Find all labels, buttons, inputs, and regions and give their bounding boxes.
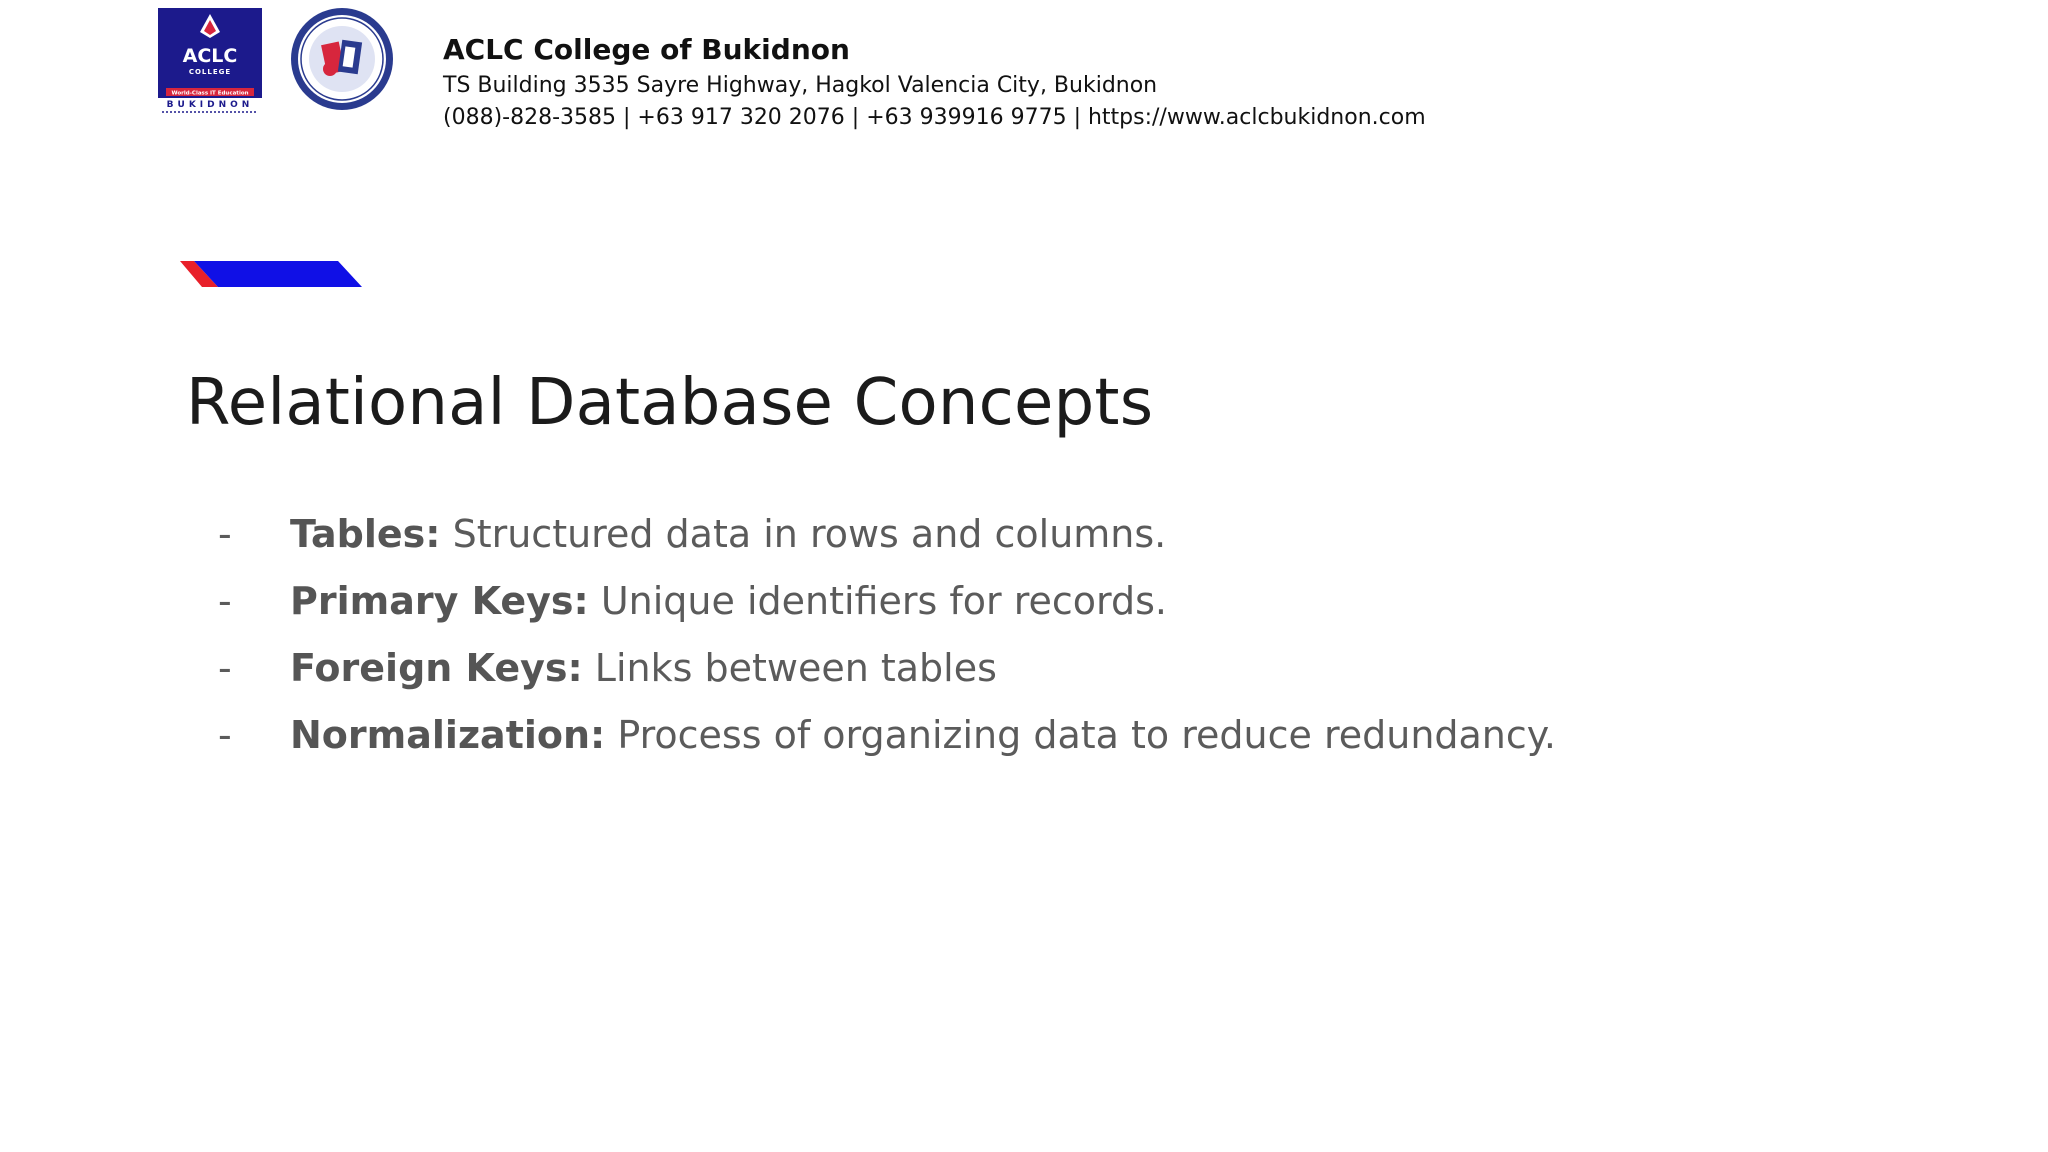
svg-text:ACLC: ACLC [182,45,238,67]
svg-text:BUKIDNON: BUKIDNON [166,100,254,110]
bullet-term: Tables: [290,512,441,556]
bullet-term: Foreign Keys: [290,646,583,690]
bullet-description: Links between tables [594,646,997,690]
list-item [218,713,1556,780]
slide-title: Relational Database Concepts [186,365,1154,440]
bullet-marker: - [218,512,232,556]
organization-contact: (088)-828-3585 | +63 917 320 2076 | +63 939916 9775 | https://www.aclcbukidnon.com [443,105,1426,130]
concept-list [218,512,1556,780]
bullet-marker: - [218,646,232,690]
bullet-description: Unique identifiers for records. [600,579,1167,623]
bullet-marker: - [218,579,232,623]
college-seal-logo [290,7,394,111]
title-accent-bar [180,261,362,287]
bullet-description: Structured data in rows and columns. [452,512,1167,556]
list-item [218,646,1556,713]
organization-address: TS Building 3535 Sayre Highway, Hagkol Valencia City, Bukidnon [443,73,1158,98]
svg-text:World-Class IT Education: World-Class IT Education [171,90,249,97]
aclc-college-logo [158,8,262,114]
list-item [218,579,1556,646]
organization-name: ACLC College of Bukidnon [443,33,850,66]
bullet-term: Primary Keys: [290,579,589,623]
bullet-marker: - [218,713,232,757]
list-item [218,512,1556,579]
bullet-term: Normalization: [290,713,606,757]
svg-text:COLLEGE: COLLEGE [188,68,232,76]
bullet-description: Process of organizing data to reduce redundancy. [617,713,1556,757]
organization-header [443,30,1426,134]
